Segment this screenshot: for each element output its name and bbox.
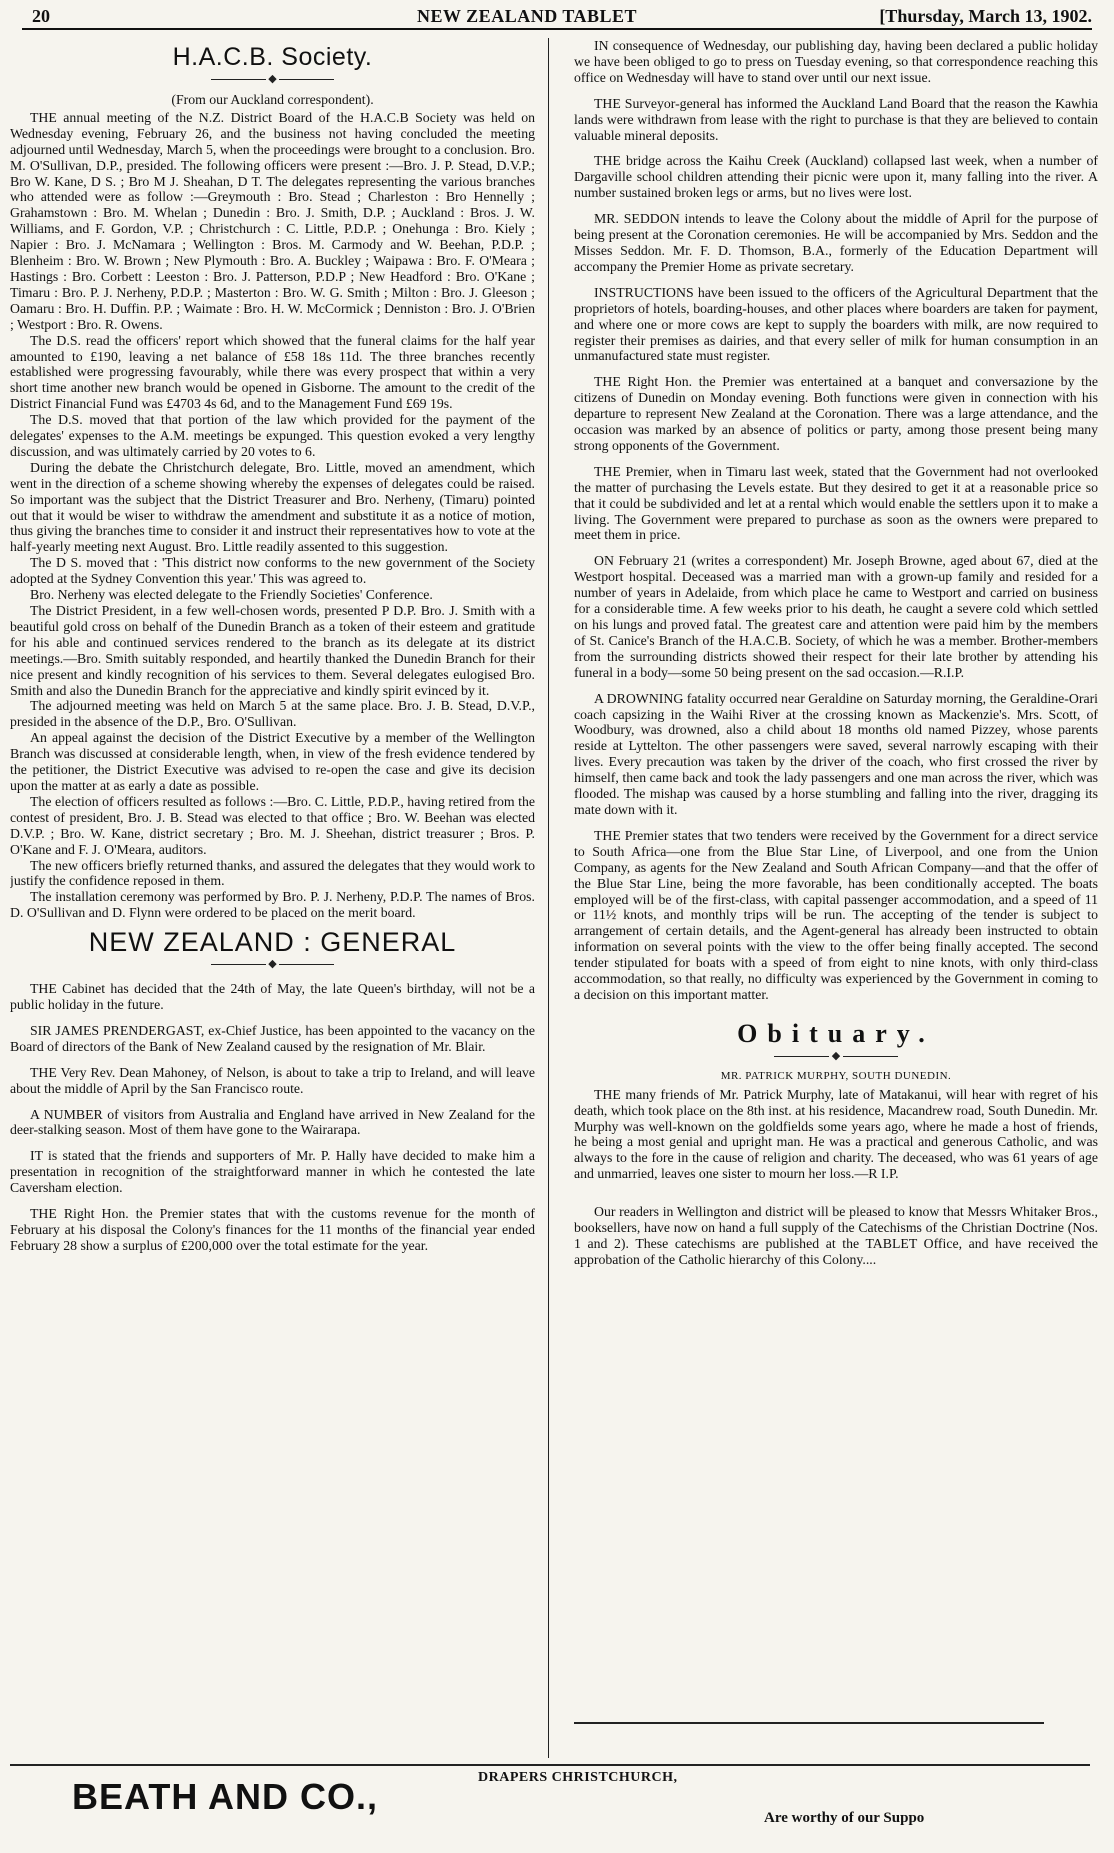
article-paragraph: During the debate the Christchurch delegate, Bro. Little, moved an amendment, which went in the direction of a scheme showing whereby the expenses of delegates could be raised. So important was the subject that the District Treasurer and Bro. Nerheny, (Timaru) pointed out that it would be wiser to withdraw the amendment and substitute it as a notice of motion, thus giving the branches time to consider it and instruct their representatives how to vote at the half-yearly meeting next August. Bro. Little readily assented to this suggestion.: [10, 459, 535, 555]
article-paragraph: The new officers briefly returned thanks, and assured the delegates that they would work to justify the confidence reposed in them.: [10, 857, 535, 889]
news-item: IN consequence of Wednesday, our publishing day, having been declared a public holiday we have been obliged to go to press on Tuesday evening, so that correspondence reaching this office on Wednesday will have to stand over until our next issue.: [574, 38, 1098, 85]
article-paragraph: The election of officers resulted as follows :—Bro. C. Little, P.D.P., having retired from the contest of president, Bro. J. B. Stead was elected to that office ; Bro. W. Beehan was elected D.V.P. ; Bro. W. Kane, district secretary ; Bro. M. J. Sheehan, district treasurer ; Bros. P. O'Kane and F. J. O'Meara, auditors.: [10, 793, 535, 857]
article-paragraph: The D.S. read the officers' report which showed that the funeral claims for the half year amounted to £190, leaving a net balance of £58 18s 11d. The three branches recently established were progressing favourably, while there was every prospect that within a very short time another new branch would be opened in Gisborne. The amount to the credit of the District Financial Fund was £4703 4s 6d, and to the Management Fund £69 19s.: [10, 332, 535, 412]
advertisement-banner: [10, 1764, 1090, 1846]
advert-tagline: Are worthy of our Suppo: [764, 1810, 925, 1826]
hacb-byline: (From our Auckland correspondent).: [171, 92, 374, 107]
publication-name: NEW ZEALAND TABLET: [417, 6, 638, 26]
news-item: THE Premier, when in Timaru last week, stated that the Government had not overlooked the matter of purchasing the Levels estate. But they desired to get it at a reasonable price so that it could be subdivided and let at a rental which would enable the settlers upon it to make a living. The Government were prepared to purchase as soon as the owners were prepared to meet them in price.: [574, 463, 1098, 543]
article-paragraph: The installation ceremony was performed by Bro. P. J. Nerheny, P.D.P. The names of Bros. D. O'Sullivan and D. Flynn were ordered to be placed on the merit board.: [10, 889, 535, 921]
ornament-divider: ◆: [10, 72, 535, 86]
advert-company-name: BEATH AND CO.,: [72, 1776, 378, 1817]
news-item: A DROWNING fatality occurred near Geraldine on Saturday morning, the Geraldine-Orari coach capsizing in the Waihi River at the crossing known as Mackenzie's. Mrs. Scott, of Woodbury, was drowned, also a child about 18 months old named Pizzey, whose parents reside at Lyttelton. The other passengers were saved, several narrowly escaping with their lives. Every precaution was taken by the driver of the coach, who first crossed the river by himself, then came back and took the lady passengers and one man across the river, which was flooded. The mishap was caused by a horse stumbling and falling into the river, dragging its mate down with it.: [574, 690, 1098, 817]
advert-location: DRAPERS CHRISTCHURCH,: [478, 1770, 678, 1785]
article-paragraph: THE annual meeting of the N.Z. District Board of the H.A.C.B Society was held on Wednesday evening, February 26, and the business not having concluded the meeting adjourned until Wednesday, March 5, when the proceedings were brought to a conclusion. Bro. M. O'Sullivan, D.P., presided. The following officers were present :—Bro. J. P. Stead, D.V.P.; Bro W. Kane, D S. ; Bro M J. Sheahan, D T. The delegates representing the various branches who attended were as follow :—Greymouth : Bro. Stead ; Charleston : Bro Hennelly ; Grahamstown : Bro. M. Whelan ; Dunedin : Bro. J. Smith, D.P. ; Auckland : Bros. J. W. Williams, and F. Gordon, V.P. ; Christchurch : C. Little, P.D.P. ; Onehunga : Bro. Kiely ; Napier : Bro. J. McNamara ; Wellington : Bros. M. Carmody and W. Beehan, P.D.P. ; Blenheim : Bro. W. Brown ; New Plymouth : Bro. A. Buckley ; Waipawa : Bro. F. O'Meara ; Hastings : Bro. Corbett : Leeston : Bro. J. Patterson, P.D.P ; New Headford : Bro. O'Kane ; Timaru : Bro. P. J. Nerheny, P.D.P. ; Masterton : Bro. W. G. Smith ; Milton : Bro. J. Gleeson ; Oamaru : Bro. H. Duffin. P.P. ; Waimate : Bro. H. W. McCormick ; Denniston : Bro. J. O'Brien ; Westport : Bro. R. Owens.: [10, 109, 535, 332]
article-paragraph: The adjourned meeting was held on March 5 at the same place. Bro. J. B. Stead, D.V.P., presided in the absence of the D.P., Bro. O'Sullivan.: [10, 698, 535, 730]
issue-date: [Thursday, March 13, 1902.: [879, 6, 1092, 26]
obituary-text: THE many friends of Mr. Patrick Murphy, late of Matakanui, will hear with regret of his death, which took place on the 8th inst. at his residence, Macandrew road, South Dunedin. Mr. Murphy was well-known on the goldfields some years ago, where he made a host of friends, he being a most genial and upright man. He was a practical and generous Catholic, and was always to the fore in the cause of religion and charity. The deceased, who was 61 years of age and unmarried, leaves one sister to mourn her loss.—R I.P.: [574, 1086, 1098, 1182]
news-item: INSTRUCTIONS have been issued to the officers of the Agricultural Department that the proprietors of hotels, boarding-houses, and other places where boarders are taken for payment, and where one or more cows are kept to supply the boarders with milk, are now required to register their premises as dairies, and that every seller of milk for human consumption in an unmanufactured state must register.: [574, 284, 1098, 364]
news-item: THE bridge across the Kaihu Creek (Auckland) collapsed last week, when a number of Dargaville school children attending their picnic were upon it, many falling into the river. A number sustained broken legs or arms, but no lives were lost.: [574, 153, 1098, 201]
news-item: ON February 21 (writes a correspondent) Mr. Joseph Browne, aged about 67, died at the Westport hospital. Deceased was a married man with a grown-up family and resided for a number of years in Adelaide, from which place he came to Westport and carried on business for a considerable time. A few weeks prior to his death, he caught a severe cold which settled on his lungs and proved fatal. The greatest care and attention were paid him by the members of St. Canice's Branch of the H.A.C.B. Society, of which he was a member. Brother-members from the surrounding districts showed their respect for their late brother by attending his funeral in a body—some 50 being present on the sad occasion.—R.I.P.: [574, 553, 1098, 680]
news-item: THE Cabinet has decided that the 24th of May, the late Queen's birthday, will not be a public holiday in the future.: [10, 981, 535, 1013]
ornament-divider: ◆: [574, 1049, 1098, 1063]
news-item: THE Right Hon. the Premier states that with the customs revenue for the month of February at his disposal the Colony's finances for the 11 months of the financial year ended February 28 show a surplus of £200,000 over the total estimate for the year.: [10, 1206, 535, 1253]
column-divider: [548, 38, 549, 1758]
right-column: [574, 38, 1098, 1748]
obituary-subtitle: MR. PATRICK MURPHY, SOUTH DUNEDIN.: [720, 1069, 952, 1082]
article-paragraph: The D S. moved that : 'This district now conforms to the new government of the Society adopted at the Sydney Convention this year.' This was agreed to.: [10, 555, 535, 587]
article-paragraph: An appeal against the decision of the District Executive by a member of the Wellington Branch was discussed at considerable length, when, in view of the fresh evidence tendered by the petitioner, the District Executive was advised to re-open the case and give its decision upon the matter at as early a date as possible.: [10, 730, 535, 793]
nz-general-title: NEW ZEALAND : GENERAL: [88, 927, 457, 958]
article-paragraph: Bro. Nerheny was elected delegate to the Friendly Societies' Conference.: [30, 587, 433, 603]
article-paragraph: The District President, in a few well-chosen words, presented P D.P. Bro. J. Smith with a beautiful gold cross on behalf of the Dunedin Branch as a token of their esteem and gratitude for his able and continued services rendered to the branch as its delegate at its district meetings.—Bro. Smith suitably responded, and heartily thanked the Dunedin Branch for their nice present and kindly recognition of his services to them. Several delegates eulogised Bro. Smith and also the Dunedin Branch for the appreciative and kindly spirit evinced by it.: [10, 603, 535, 698]
news-item: SIR JAMES PRENDERGAST, ex-Chief Justice, has been appointed to the vacancy on the Board of directors of the Bank of New Zealand caused by the resignation of Mr. Blair.: [10, 1022, 535, 1054]
obituary-title: Obituary.: [737, 1018, 935, 1048]
hacb-society-title: H.A.C.B. Society.: [172, 43, 373, 71]
left-column: [10, 38, 535, 1748]
page-header: [22, 6, 1092, 30]
column-end-rule: [574, 1722, 1044, 1724]
catechism-notice: Our readers in Wellington and district will be pleased to know that Messrs Whitaker Bros., booksellers, have now on hand a full supply of the Catechisms of the Christian Doctrine (Nos. 1 and 2). These catechisms are published at the TABLET Office, and have received the approbation of the Catholic hierarchy of this Colony....: [574, 1204, 1098, 1267]
news-item: THE Very Rev. Dean Mahoney, of Nelson, is about to take a trip to Ireland, and will leave about the middle of April by the San Francisco route.: [10, 1064, 535, 1096]
news-item: A NUMBER of visitors from Australia and England have arrived in New Zealand for the deer-stalking season. Most of them have gone to the Wairarapa.: [10, 1106, 535, 1138]
page-number: 20: [32, 6, 50, 26]
news-item: MR. SEDDON intends to leave the Colony about the middle of April for the purpose of being present at the Coronation ceremonies. He will be accompanied by Mrs. Seddon and the Misses Seddon. Mr. F. D. Thomson, B.A., formerly of the Education Department will accompany the Premier Home as private secretary.: [574, 211, 1098, 274]
ornament-divider: ◆: [10, 957, 535, 971]
news-item: THE Right Hon. the Premier was entertained at a banquet and conversazione by the citizens of Dunedin on Monday evening. Both functions were given in connection with his departure to represent New Zealand at the Coronation. There was a large attendance, and the occasion was marked by an absence of politics or party, among those present being many strong opponents of the Government.: [574, 374, 1098, 453]
news-item: THE Surveyor-general has informed the Auckland Land Board that the reason the Kawhia lands were withdrawn from lease with the right to purchase is that they are believed to contain valuable mineral deposits.: [574, 95, 1098, 143]
news-item: THE Premier states that two tenders were received by the Government for a direct service to South Africa—one from the Blue Star Line, of Liverpool, and one from the Union Company, as agents for the New Zealand and South African Company—and that the offer of the Blue Star Line, being the more favorable, has been conditionally accepted. The boats employed will be of the first-class, with capital passenger accommodation, and a speed of 11 or 11½ knots, and monthly trips will be run. The accepting of the tender is subject to arrangement of certain details, and the Agent-general has already been instructed to obtain information on several points with the view to the offer being finally accepted. The second tender stipulated for boats with a speed of from eight to nine knots, with only third-class accommodation, so that really, no difficulty was experienced by the Government in coming to a decision on this important matter.: [574, 827, 1098, 1002]
article-paragraph: The D.S. moved that that portion of the law which provided for the payment of the delegates' expenses to the A.M. meetings be expunged. This question evoked a very lengthy discussion, and was ultimately carried by 20 votes to 6.: [10, 412, 535, 459]
news-item: IT is stated that the friends and supporters of Mr. P. Hally have decided to make him a presentation in recognition of the straightforward manner in which he contested the late Caversham election.: [10, 1148, 535, 1196]
